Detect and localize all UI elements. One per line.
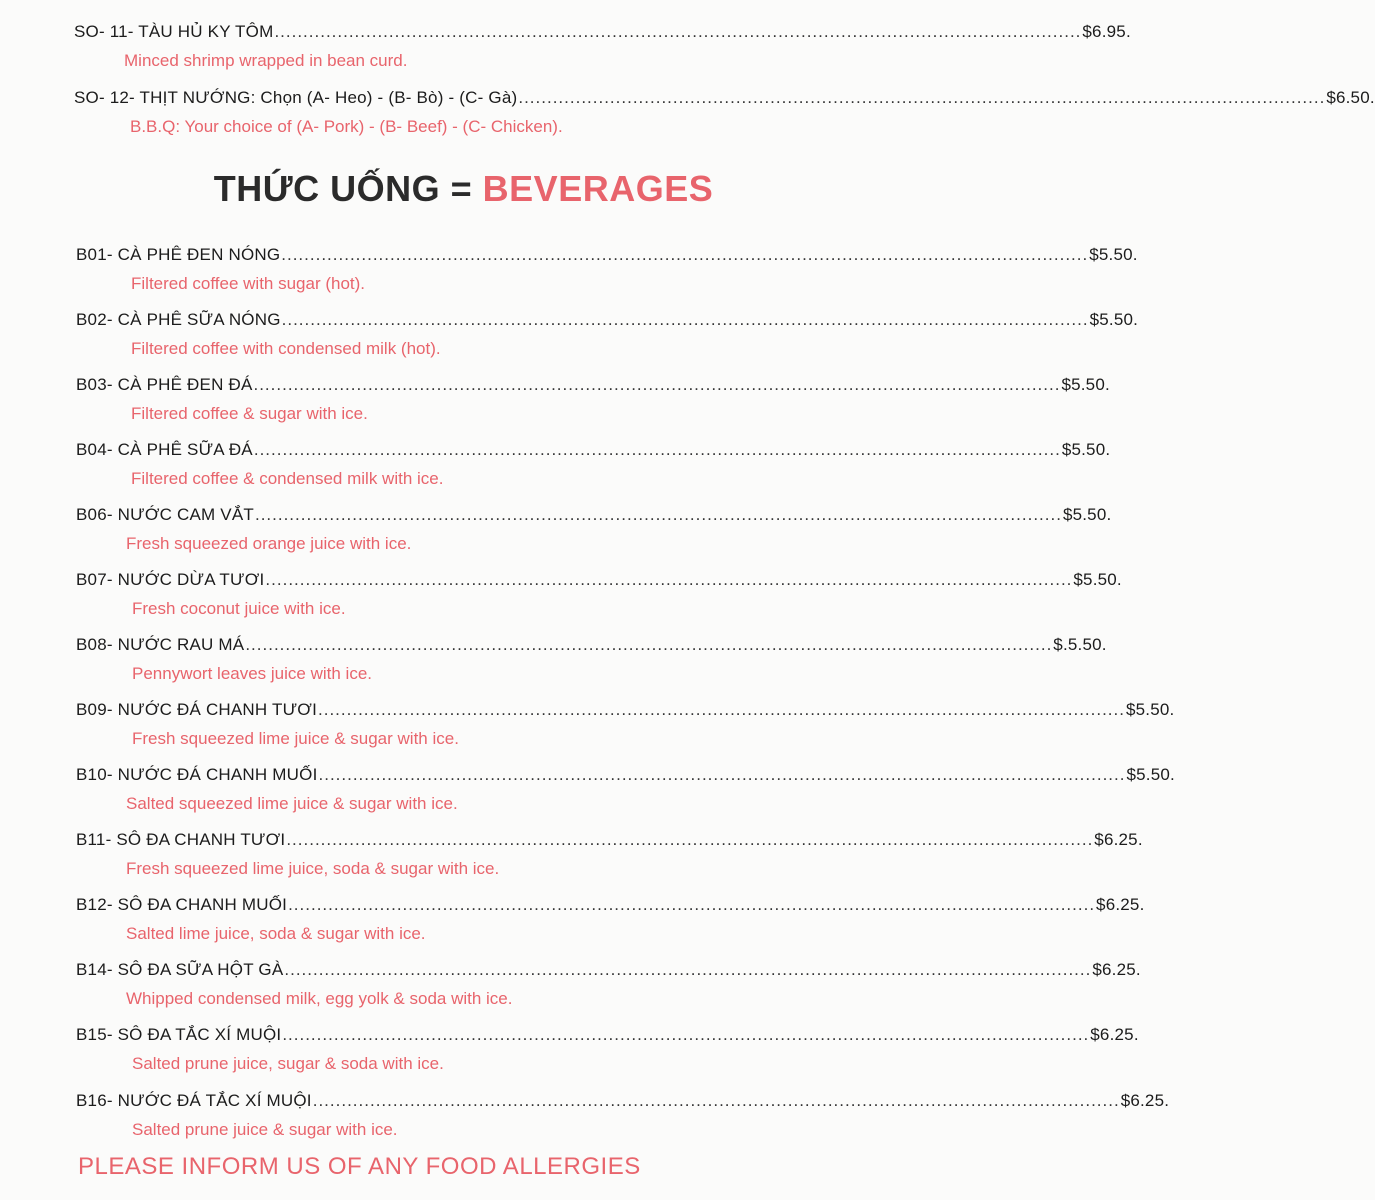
leader-dots: ............................................................................................................................................. [318,700,1125,719]
leader-dots: ............................................................................................................................................. [253,375,1061,394]
allergy-notice: PLEASE INFORM US OF ANY FOOD ALLERGIES [78,1153,641,1180]
menu-item [76,375,1110,424]
item-name: SO- 12- THỊT NƯỚNG: Chọn (A- Heo) - (B- Bò) - (C- Gà) [74,88,518,107]
leader-dots: ............................................................................................................................................. [286,830,1094,849]
item-description: Filtered coffee with condensed milk (hot). [131,339,441,358]
item-description: Fresh squeezed lime juice, soda & sugar with ice. [126,859,500,878]
item-name: B07- NƯỚC DỪA TƯƠI [76,570,265,589]
item-name: B12- SÔ ĐA CHANH MUỐI [76,895,288,914]
item-description: Fresh squeezed orange juice with ice. [126,534,412,553]
item-description: Fresh coconut juice with ice. [132,599,346,618]
item-name: B14- SÔ ĐA SỮA HỘT GÀ [76,960,284,979]
menu-item [76,245,1138,294]
item-price: $5.50. [1062,505,1112,524]
item-name: B04- CÀ PHÊ SỮA ĐÁ [76,440,253,459]
item-name: SO- 11- TÀU HỦ KY TÔM [74,22,274,41]
section-heading [0,168,927,210]
item-description: Salted squeezed lime juice & sugar with ice. [126,794,458,813]
item-price: $6.25. [1094,830,1143,849]
menu-item [74,22,1131,71]
leader-dots: ............................................................................................................................................. [518,88,1326,107]
leader-dots: ............................................................................................................................................. [312,1091,1120,1110]
item-name: B10- NƯỚC ĐÁ CHANH MUỐI [76,765,318,784]
item-name: B06- NƯỚC CAM VẮT [76,505,254,524]
heading-english: BEVERAGES [482,168,714,209]
menu-item [76,570,1122,619]
item-price: $6.25. [1092,960,1141,979]
item-name: B02- CÀ PHÊ SỮA NÓNG [76,310,281,329]
item-name: B11- SÔ ĐA CHANH TƯƠI [76,830,286,849]
item-price: $5.50. [1061,440,1111,459]
leader-dots: ............................................................................................................................................. [254,505,1062,524]
menu-item [76,830,1143,879]
item-description: Salted lime juice, soda & sugar with ice. [126,924,426,943]
menu-item [76,635,1107,684]
item-description: Salted prune juice, sugar & soda with ice. [132,1054,444,1073]
item-description: Filtered coffee & condensed milk with ice. [131,469,444,488]
leader-dots: ............................................................................................................................................. [274,22,1082,41]
item-name: B16- NƯỚC ĐÁ TẮC XÍ MUỘI [76,1091,312,1110]
menu-item [74,88,1375,137]
item-description: Fresh squeezed lime juice & sugar with ice. [132,729,459,748]
item-price: $5.50. [1089,310,1139,329]
menu-item [76,440,1111,489]
item-name: B01- CÀ PHÊ ĐEN NÓNG [76,245,281,264]
item-description: Whipped condensed milk, egg yolk & soda with ice. [126,989,513,1008]
leader-dots: ............................................................................................................................................. [265,570,1073,589]
menu-item [76,505,1112,554]
item-name: B03- CÀ PHÊ ĐEN ĐÁ [76,375,253,394]
item-name: B09- NƯỚC ĐÁ CHANH TƯƠI [76,700,318,719]
leader-dots: ............................................................................................................................................. [288,895,1096,914]
menu-item [76,765,1175,814]
item-description: Filtered coffee & sugar with ice. [131,404,368,423]
leader-dots: ............................................................................................................................................. [281,310,1089,329]
item-description: B.B.Q: Your choice of (A- Pork) - (B- Beef) - (C- Chicken). [130,117,563,136]
item-price: $5.50. [1089,245,1138,264]
menu-item [76,310,1139,359]
leader-dots: ............................................................................................................................................. [245,635,1053,654]
item-description: Salted prune juice & sugar with ice. [132,1120,398,1139]
item-description: Minced shrimp wrapped in bean curd. [124,51,408,70]
item-name: B15- SÔ ĐA TẮC XÍ MUỘI [76,1025,282,1044]
leader-dots: ............................................................................................................................................. [282,1025,1090,1044]
item-price: $5.50. [1125,700,1175,719]
menu-item [76,1025,1139,1074]
item-price: $6.25. [1090,1025,1139,1044]
heading-vietnamese: THỨC UỐNG = [213,168,473,209]
leader-dots: ............................................................................................................................................. [318,765,1126,784]
menu-item [76,700,1175,749]
item-price: $6.95. [1082,22,1131,41]
item-description: Pennywort leaves juice with ice. [132,664,373,683]
item-price: $.5.50. [1053,635,1107,654]
item-price: $6.25. [1096,895,1145,914]
item-price: $6.50. [1326,88,1375,107]
leader-dots: ............................................................................................................................................. [253,440,1061,459]
item-description: Filtered coffee with sugar (hot). [131,274,366,293]
menu-item [76,960,1141,1009]
item-price: $5.50. [1061,375,1110,394]
leader-dots: ............................................................................................................................................. [281,245,1089,264]
menu-item [76,895,1145,944]
item-price: $5.50. [1073,570,1122,589]
leader-dots: ............................................................................................................................................. [284,960,1092,979]
item-price: $6.25. [1120,1091,1170,1110]
menu-item [76,1091,1170,1140]
item-name: B08- NƯỚC RAU MÁ [76,635,245,654]
item-price: $5.50. [1126,765,1175,784]
